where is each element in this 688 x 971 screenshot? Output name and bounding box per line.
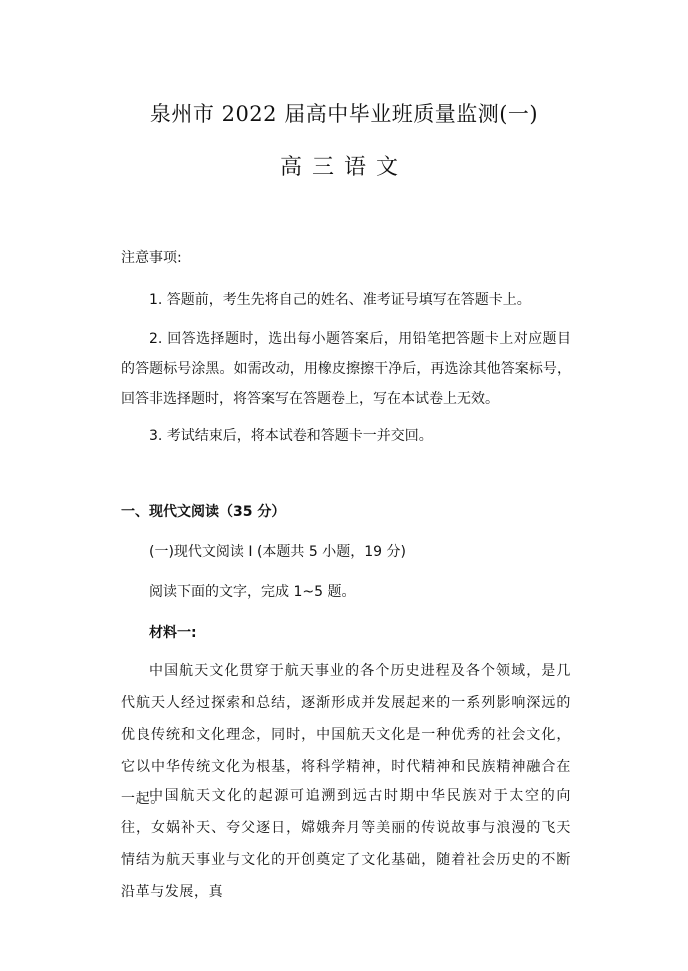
section-heading: 一、现代文阅读（35 分）: [121, 504, 286, 520]
section-subheading: (一)现代文阅读 I (本题共 5 小题，19 分): [149, 544, 406, 560]
reading-instruction: 阅读下面的文字，完成 1~5 题。: [149, 584, 356, 600]
notice-heading: 注意事项:: [121, 250, 182, 266]
material-label: 材料一:: [149, 625, 197, 641]
notice-item-1: 1. 答题前，考生先将自己的姓名、准考证号填写在答题卡上。: [149, 292, 531, 308]
notice-item-3: 3. 考试结束后，将本试卷和答题卡一并交回。: [149, 428, 433, 444]
material-paragraph-2: 中国航天文化的起源可追溯到远古时期中华民族对于太空的向往，女娲补天、夸父逐日，嫦娥奔月等美丽的传说故事与浪漫的飞天情结为航天事业与文化的开创奠定了文化基础，随着社会历史的不断沿革与发展，真: [121, 788, 571, 900]
material-paragraph-1: 中国航天文化贯穿于航天事业的各个历史进程及各个领域，是几代航天人经过探索和总结，逐渐形成并发展起来的一系列影响深远的优良传统和文化理念，同时，中国航天文化是一种优秀的社会文化，它以中华传统文化为根基，将科学精神，时代精神和民族精神融合在一起。: [121, 663, 571, 807]
exam-subject: 高三语文: [279, 155, 408, 180]
notice-item-2: 2. 回答选择题时，选出每小题答案后，用铅笔把答题卡上对应题目的答题标号涂黑。如需改动，用橡皮擦擦干净后，再选涂其他答案标号，回答非选择题时，将答案写在答题卷上，写在本试卷上无效。: [121, 331, 571, 407]
exam-title: 泉州市 2022 届高中毕业班质量监测(一): [149, 102, 539, 126]
